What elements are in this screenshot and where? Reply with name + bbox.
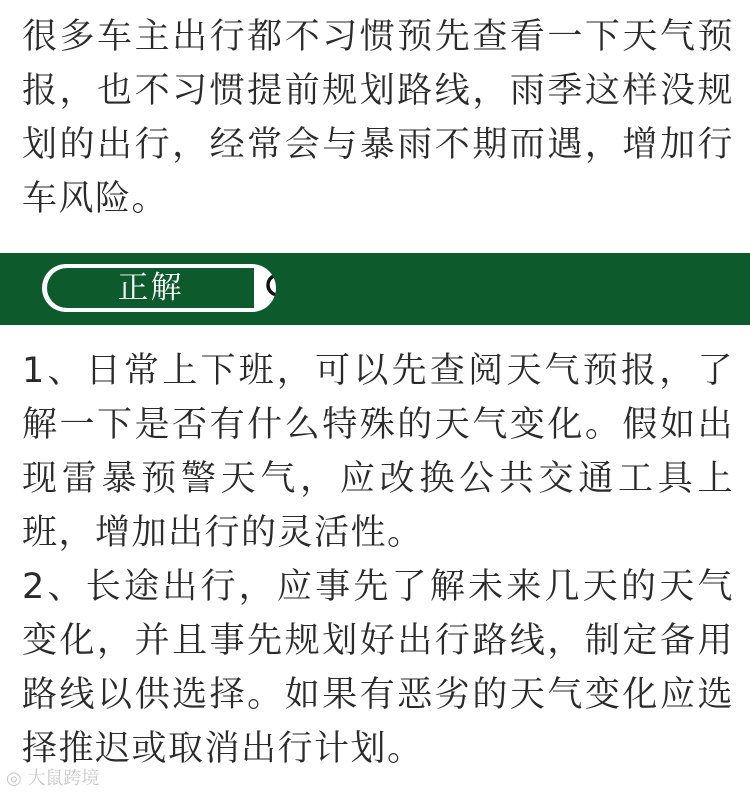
section-banner bbox=[0, 253, 750, 325]
tip-paragraph-2: 2、长途出行，应事先了解未来几天的天气变化，并且事先规划好出行路线，制定备用路线以供选择。如果有恶劣的天气变化应选择推迟或取消出行计划。 bbox=[22, 567, 734, 769]
watermark-logo-icon: ◎ bbox=[6, 768, 28, 789]
watermark bbox=[6, 764, 99, 790]
intro-paragraph: 很多车主出行都不习惯预先查看一下天气预报，也不习惯提前规划路线，雨季这样没规划的出行，经常会与暴雨不期而遇，增加行车风险。 bbox=[22, 17, 734, 219]
section-label-pill bbox=[42, 264, 276, 312]
magnifier-icon bbox=[258, 268, 276, 308]
tip-paragraph-1: 1、日常上下班，可以先查阅天气预报，了解一下是否有什么特殊的天气变化。假如出现雷暴预警天气，应改换公共交通工具上班，增加出行的灵活性。 bbox=[22, 351, 734, 553]
watermark-text: 大鼠跨境 bbox=[27, 768, 100, 789]
section-label: 正解 bbox=[47, 268, 254, 308]
